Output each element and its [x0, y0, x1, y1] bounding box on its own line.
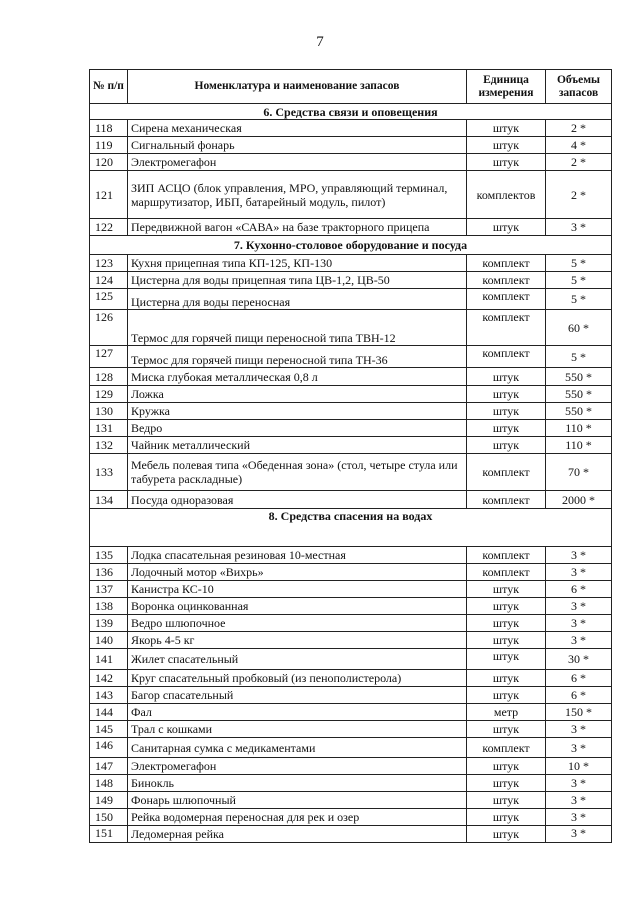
cell-unit: штук [467, 437, 546, 454]
cell-name: Багор спасательный [128, 687, 467, 704]
cell-num: 128 [90, 368, 128, 386]
cell-num: 145 [90, 721, 128, 738]
cell-volume: 110 * [546, 420, 612, 437]
table-row [90, 403, 612, 420]
cell-name: Ведро [128, 420, 467, 437]
cell-volume: 3 * [546, 775, 612, 792]
cell-volume: 2 * [546, 154, 612, 171]
cell-name: Ведро шлюпочное [128, 615, 467, 632]
cell-name: Цистерна для воды прицепная типа ЦВ-1,2, ЦВ-50 [128, 272, 467, 289]
cell-num: 133 [90, 454, 128, 491]
table-row [90, 154, 612, 171]
cell-unit: штук [467, 420, 546, 437]
cell-name: Электромегафон [128, 154, 467, 171]
cell-num: 137 [90, 581, 128, 598]
cell-volume: 5 * [546, 255, 612, 272]
cell-name: Кухня прицепная типа КП-125, КП-130 [128, 255, 467, 272]
cell-num: 149 [90, 792, 128, 809]
cell-volume: 3 * [546, 598, 612, 615]
table-row [90, 758, 612, 775]
cell-unit: штук [467, 598, 546, 615]
cell-num: 125 [90, 289, 128, 310]
cell-volume: 2 * [546, 171, 612, 219]
table-row [90, 826, 612, 843]
cell-volume: 3 * [546, 809, 612, 826]
cell-volume: 150 * [546, 704, 612, 721]
cell-volume: 6 * [546, 670, 612, 687]
cell-volume: 3 * [546, 826, 612, 843]
cell-volume: 5 * [546, 272, 612, 289]
cell-num: 143 [90, 687, 128, 704]
cell-volume: 6 * [546, 581, 612, 598]
cell-num: 140 [90, 632, 128, 649]
cell-unit: штук [467, 775, 546, 792]
cell-unit: комплект [467, 564, 546, 581]
cell-name: ЗИП АСЦО (блок управления, МРО, управляющий терминал, маршрутизатор, ИБП, батарейный модуль, пилот) [128, 171, 467, 219]
cell-name: Санитарная сумка с медикаментами [128, 738, 467, 758]
cell-num: 141 [90, 649, 128, 670]
cell-volume: 60 * [546, 310, 612, 346]
table-row [90, 649, 612, 670]
cell-unit: штук [467, 670, 546, 687]
cell-num: 146 [90, 738, 128, 758]
cell-unit: штук [467, 809, 546, 826]
cell-volume: 3 * [546, 615, 612, 632]
cell-unit: метр [467, 704, 546, 721]
table-row [90, 272, 612, 289]
cell-name: Трал с кошками [128, 721, 467, 738]
cell-volume: 550 * [546, 386, 612, 403]
cell-name: Лодочный мотор «Вихрь» [128, 564, 467, 581]
cell-unit: штук [467, 649, 546, 670]
cell-unit: комплект [467, 272, 546, 289]
cell-name: Ложка [128, 386, 467, 403]
cell-unit: штук [467, 403, 546, 420]
cell-num: 124 [90, 272, 128, 289]
cell-volume: 3 * [546, 219, 612, 236]
cell-num: 135 [90, 547, 128, 564]
cell-num: 150 [90, 809, 128, 826]
table-row [90, 491, 612, 509]
cell-volume: 5 * [546, 346, 612, 368]
cell-unit: штук [467, 120, 546, 137]
cell-num: 144 [90, 704, 128, 721]
cell-unit: штук [467, 368, 546, 386]
cell-unit: комплект [467, 346, 546, 368]
cell-unit: штук [467, 386, 546, 403]
cell-unit: комплектов [467, 171, 546, 219]
cell-name: Бинокль [128, 775, 467, 792]
table-row [90, 721, 612, 738]
cell-unit: комплект [467, 491, 546, 509]
section-header-row [90, 509, 612, 547]
table-row [90, 632, 612, 649]
table-row [90, 437, 612, 454]
cell-num: 139 [90, 615, 128, 632]
section-title: 8. Средства спасения на водах [90, 509, 612, 547]
cell-volume: 30 * [546, 649, 612, 670]
cell-unit: комплект [467, 738, 546, 758]
cell-num: 126 [90, 310, 128, 346]
table-row [90, 255, 612, 272]
cell-volume: 10 * [546, 758, 612, 775]
cell-volume: 3 * [546, 547, 612, 564]
table-row [90, 581, 612, 598]
cell-num: 132 [90, 437, 128, 454]
cell-name: Посуда одноразовая [128, 491, 467, 509]
cell-num: 122 [90, 219, 128, 236]
cell-name: Мебель полевая типа «Обеденная зона» (стол, четыре стула или табурета раскладные) [128, 454, 467, 491]
table-row [90, 289, 612, 310]
cell-volume: 110 * [546, 437, 612, 454]
cell-name: Лодка спасательная резиновая 10-местная [128, 547, 467, 564]
header-volume: Объемы запасов [546, 70, 612, 104]
cell-unit: штук [467, 581, 546, 598]
cell-unit: штук [467, 721, 546, 738]
cell-name: Сигнальный фонарь [128, 137, 467, 154]
cell-name: Сирена механическая [128, 120, 467, 137]
table-row [90, 615, 612, 632]
header-num: № п/п [90, 70, 128, 104]
table-row [90, 792, 612, 809]
cell-name: Ледомерная рейка [128, 826, 467, 843]
page-number: 7 [316, 34, 324, 50]
cell-name: Воронка оцинкованная [128, 598, 467, 615]
cell-name: Передвижной вагон «САВА» на базе тракторного прицепа [128, 219, 467, 236]
section-title: 7. Кухонно-столовое оборудование и посуда [90, 236, 612, 255]
cell-num: 138 [90, 598, 128, 615]
table-row [90, 809, 612, 826]
cell-unit: штук [467, 632, 546, 649]
table-row [90, 775, 612, 792]
cell-unit: штук [467, 792, 546, 809]
table-row [90, 310, 612, 346]
reserves-table [89, 69, 612, 843]
cell-num: 118 [90, 120, 128, 137]
cell-num: 151 [90, 826, 128, 843]
section-title: 6. Средства связи и оповещения [90, 104, 612, 120]
cell-num: 119 [90, 137, 128, 154]
cell-num: 136 [90, 564, 128, 581]
section-header-row [90, 236, 612, 255]
cell-volume: 550 * [546, 368, 612, 386]
cell-volume: 3 * [546, 721, 612, 738]
table-row [90, 687, 612, 704]
table-row [90, 219, 612, 236]
cell-volume: 5 * [546, 289, 612, 310]
table-body [90, 104, 612, 843]
cell-num: 134 [90, 491, 128, 509]
cell-name: Миска глубокая металлическая 0,8 л [128, 368, 467, 386]
cell-unit: штук [467, 758, 546, 775]
cell-name: Цистерна для воды переносная [128, 289, 467, 310]
cell-name: Канистра КС-10 [128, 581, 467, 598]
cell-unit: штук [467, 615, 546, 632]
table-row [90, 454, 612, 491]
cell-num: 129 [90, 386, 128, 403]
cell-unit: штук [467, 826, 546, 843]
cell-name: Рейка водомерная переносная для рек и озер [128, 809, 467, 826]
cell-volume: 6 * [546, 687, 612, 704]
cell-name: Чайник металлический [128, 437, 467, 454]
section-header-row [90, 104, 612, 120]
cell-unit: штук [467, 219, 546, 236]
header-unit: Единица измерения [467, 70, 546, 104]
cell-unit: комплект [467, 255, 546, 272]
cell-num: 148 [90, 775, 128, 792]
cell-name: Фонарь шлюпочный [128, 792, 467, 809]
cell-unit: штук [467, 154, 546, 171]
cell-num: 142 [90, 670, 128, 687]
cell-num: 131 [90, 420, 128, 437]
cell-num: 127 [90, 346, 128, 368]
table-row [90, 386, 612, 403]
cell-num: 120 [90, 154, 128, 171]
cell-name: Фал [128, 704, 467, 721]
table-row [90, 704, 612, 721]
cell-volume: 550 * [546, 403, 612, 420]
table-row [90, 564, 612, 581]
table-row [90, 137, 612, 154]
cell-volume: 2 * [546, 120, 612, 137]
cell-name: Жилет спасательный [128, 649, 467, 670]
table-row [90, 120, 612, 137]
cell-name: Круг спасательный пробковый (из пенополистерола) [128, 670, 467, 687]
cell-volume: 70 * [546, 454, 612, 491]
table-row [90, 738, 612, 758]
table-row [90, 598, 612, 615]
cell-num: 123 [90, 255, 128, 272]
table-row [90, 368, 612, 386]
cell-volume: 4 * [546, 137, 612, 154]
cell-unit: штук [467, 137, 546, 154]
cell-name: Электромегафон [128, 758, 467, 775]
cell-volume: 3 * [546, 564, 612, 581]
cell-unit: комплект [467, 289, 546, 310]
cell-unit: штук [467, 687, 546, 704]
cell-volume: 3 * [546, 792, 612, 809]
table-row [90, 171, 612, 219]
table-row [90, 346, 612, 368]
cell-name: Термос для горячей пищи переносной типа ТН-36 [128, 346, 467, 368]
cell-unit: комплект [467, 547, 546, 564]
cell-volume: 2000 * [546, 491, 612, 509]
cell-volume: 3 * [546, 632, 612, 649]
table-row [90, 670, 612, 687]
header-name: Номенклатура и наименование запасов [128, 70, 467, 104]
cell-unit: комплект [467, 310, 546, 346]
cell-num: 121 [90, 171, 128, 219]
cell-name: Якорь 4-5 кг [128, 632, 467, 649]
cell-name: Кружка [128, 403, 467, 420]
cell-num: 147 [90, 758, 128, 775]
table-row [90, 547, 612, 564]
cell-num: 130 [90, 403, 128, 420]
table-row [90, 420, 612, 437]
cell-name: Термос для горячей пищи переносной типа ТВН-12 [128, 310, 467, 346]
cell-volume: 3 * [546, 738, 612, 758]
cell-unit: комплект [467, 454, 546, 491]
